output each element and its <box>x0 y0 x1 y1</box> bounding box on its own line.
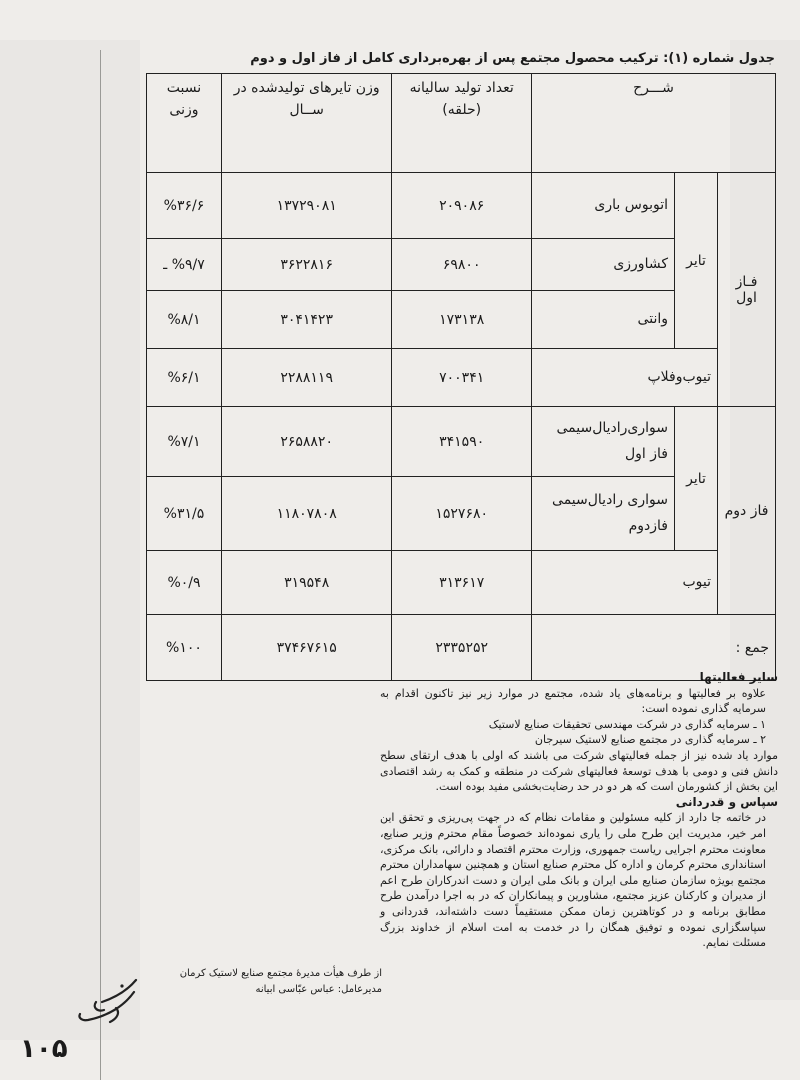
tire-group-label: تایر <box>675 407 718 551</box>
row-weight: ۲۶۵۸۸۲۰ <box>221 407 391 477</box>
page-number: ۱۰۵ <box>20 1034 68 1064</box>
row-count: ۲۰۹۰۸۶ <box>392 173 532 239</box>
row-weight: ۱۱۸۰۷۸۰۸ <box>221 477 391 551</box>
row-weight: ۳۱۹۵۴۸ <box>221 551 391 615</box>
table-row <box>147 407 776 477</box>
signature-line: مدیرعامل: عباس عبّاسی ابیانه <box>255 984 382 995</box>
product-composition-table <box>146 73 776 681</box>
row-ratio: %۹/۷ ـ <box>147 239 222 291</box>
list-item: ۱ ـ سرمایه گذاری در شرکت مهندسی تحقیقات صنایع لاستیک <box>488 717 766 731</box>
header-weight: وزن تایرهای تولیدشده در ســال <box>221 74 391 173</box>
section-heading: سپاس و قدردانی <box>675 794 778 809</box>
row-weight: ۳۰۴۱۴۲۳ <box>221 291 391 349</box>
row-weight: ۱۳۷۲۹۰۸۱ <box>221 173 391 239</box>
total-label: جمع : <box>532 615 776 681</box>
table-header-row <box>147 74 776 173</box>
article-body <box>380 670 778 951</box>
table-row <box>147 551 776 615</box>
header-description: شـــرح <box>532 74 776 173</box>
signature-line: از طرف هیأت مدیرهٔ مجتمع صنایع لاستیک کرمان <box>179 968 382 979</box>
phase-one-label: فـاز اول <box>718 173 776 407</box>
row-name: وانتی <box>532 291 675 349</box>
paragraph: در خاتمه جا دارد از کلیه مسئولین و مقامات نظام که در جهت پی‌ریزی و تحقق این امر خیر، مدیریت این طرح ملی را یاری نموده‌اند خصوصاً مقام محترم وزیر صنایع، معاونت محترم اجرایی ریاست جمهوری، وزارت محترم اقتصاد و دارائی، بانک مرکزی، استانداری محترم کرمان و اداره کل محترم صنایع استان و همچنین سهامداران محترم مجتمع بویژه سازمان صنایع ملی ایران و بانک ملی ایران و دست اندرکاران طرح اعم از مدیران و کارکنان عزیز مجتمع، مشاورین و پیمانکاران که در به اجرا درآمدن طرح مطابق برنامه و در کوتاهترین زمان ممکن مستقیماً دست داشته‌اند، قدردانی و سپاسگزاری نموده و توفیق همگان را در خدمت به امت اسلام از خداوند بزرگ مسئلت نمایم. <box>380 811 766 950</box>
row-name: اتوبوس باری <box>532 173 675 239</box>
row-ratio: %۸/۱ <box>147 291 222 349</box>
row-weight: ۲۲۸۸۱۱۹ <box>221 349 391 407</box>
row-count: ۳۱۳۶۱۷ <box>392 551 532 615</box>
total-count: ۲۳۳۵۲۵۲ <box>392 615 532 681</box>
row-weight: ۳۶۲۲۸۱۶ <box>221 239 391 291</box>
row-name: سواری‌رادیال‌سیمی فاز اول <box>532 407 675 477</box>
row-ratio: %۳۶/۶ <box>147 173 222 239</box>
row-name: تیوب‌وفلاپ <box>532 349 718 407</box>
row-count: ۳۴۱۵۹۰ <box>392 407 532 477</box>
paragraph: موارد یاد شده نیز از جمله فعالیتهای شرکت می باشند که اولی با هدف ارتقای سطح دانش فنی و دومی با هدف توسعهٔ فعالیتهای شرکت در منطقه و کمک به رشد اقتصادی این بخش از کشورمان است که هر دو در حد رضایت‌بخشی مفید بوده است. <box>380 748 778 794</box>
row-count: ۱۵۲۷۶۸۰ <box>392 477 532 551</box>
row-count: ۶۹۸۰۰ <box>392 239 532 291</box>
list-item: ۲ ـ سرمایه گذاری در مجتمع صنایع لاستیک سیرجان <box>534 733 766 747</box>
paragraph: علاوه بر فعالیتها و برنامه‌های یاد شده، مجتمع در موارد زیر نیز تاکنون اقدام به سرمایه گذاری نموده است: <box>380 686 766 716</box>
table-row <box>147 173 776 239</box>
total-weight: ۳۷۴۶۷۶۱۵ <box>221 615 391 681</box>
phase-two-label: فاز دوم <box>718 407 776 615</box>
row-name: تیوب <box>532 551 718 615</box>
background-bleed-left <box>0 40 140 1040</box>
row-name: سواری رادیال‌سیمی فازدوم <box>532 477 675 551</box>
row-ratio: %۷/۱ <box>147 407 222 477</box>
header-ratio: نسبت وزنی <box>147 74 222 173</box>
row-ratio: %۰/۹ <box>147 551 222 615</box>
row-ratio: %۳۱/۵ <box>147 477 222 551</box>
row-count: ۷۰۰۳۴۱ <box>392 349 532 407</box>
section-heading: سایر فعالیتها <box>699 670 778 684</box>
table-caption: جدول شماره (۱): ترکیب محصول مجتمع پس از بهره‌برداری کامل از فاز اول و دوم <box>250 51 775 66</box>
row-ratio: %۶/۱ <box>147 349 222 407</box>
total-ratio: %۱۰۰ <box>147 615 222 681</box>
tire-group-label: تایر <box>675 173 718 349</box>
table-row <box>147 349 776 407</box>
signature-block <box>150 966 382 998</box>
column-divider <box>100 50 101 1080</box>
header-annual-count: تعداد تولید سالیانه (حلقه) <box>392 74 532 173</box>
row-count: ۱۷۳۱۳۸ <box>392 291 532 349</box>
row-name: کشاورزی <box>532 239 675 291</box>
kerman-calligraphy-logo <box>74 972 144 1030</box>
